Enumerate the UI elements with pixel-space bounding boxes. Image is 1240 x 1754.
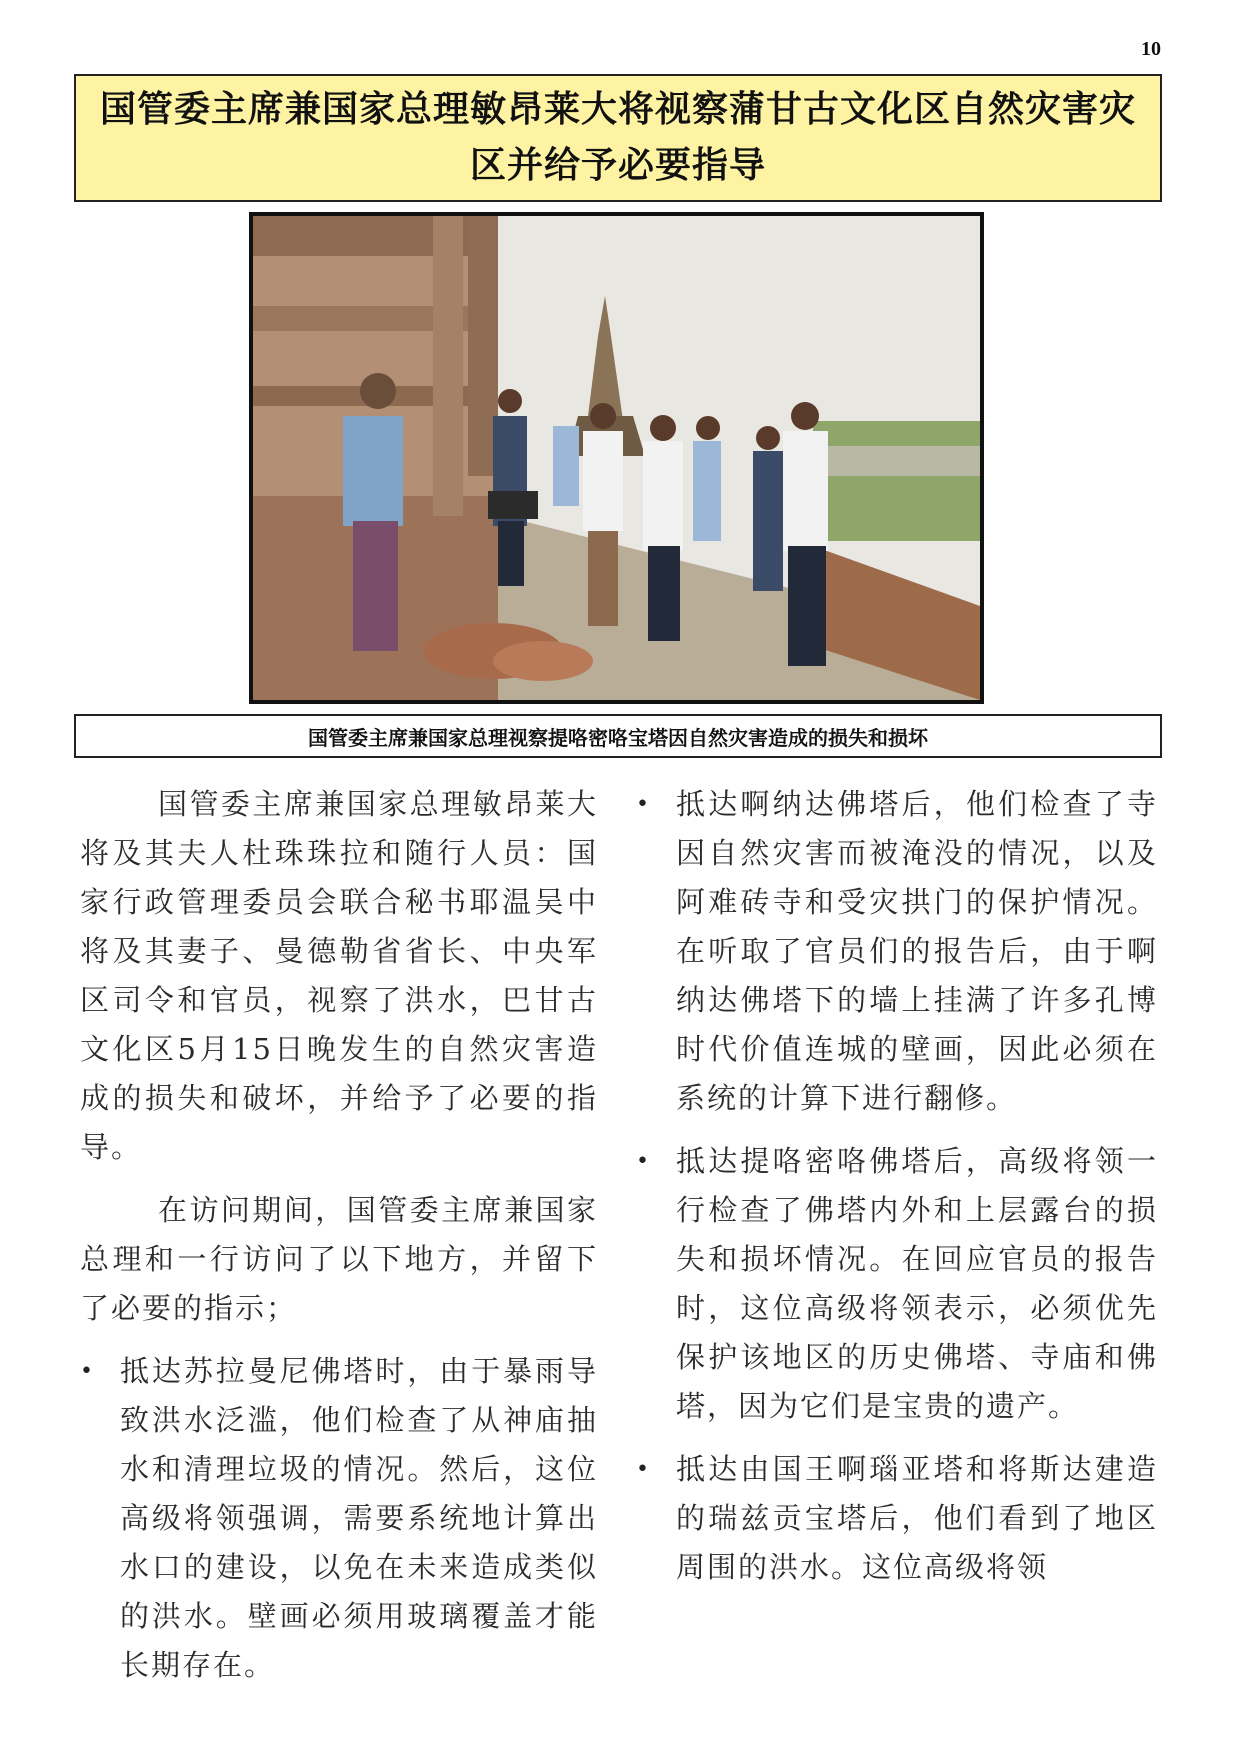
headline-box	[74, 74, 1162, 202]
headline: 国管委主席兼国家总理敏昂莱大将视察蒲甘古文化区自然灾害灾区并给予必要指导	[99, 89, 1136, 186]
page-number: 10	[1141, 38, 1161, 60]
bullet-icon: •	[636, 1149, 651, 1174]
bullet-text: 抵达啊纳达佛塔后，他们检查了寺因自然灾害而被淹没的情况，以及阿难砖寺和受灾拱门的保护情况。在听取了官员们的报告后，由于啊纳达佛塔下的墙上挂满了许多孔博时代价值连城的壁画，因此必须在系统的计算下进行翻修。	[676, 787, 1158, 1115]
bullet-item	[636, 1445, 1158, 1592]
bullet-text: 抵达由国王啊瑙亚塔和将斯达建造的瑞兹贡宝塔后，他们看到了地区周围的洪水。这位高级将领	[676, 1452, 1158, 1584]
bullet-item	[636, 780, 1158, 1123]
photo-caption-box	[74, 714, 1162, 758]
bullet-icon: •	[80, 1359, 95, 1384]
photo-caption: 国管委主席兼国家总理视察提咯密咯宝塔因自然灾害造成的损失和损坏	[308, 725, 928, 750]
bullet-item	[636, 1137, 1158, 1431]
bullet-text: 抵达提咯密咯佛塔后，高级将领一行检查了佛塔内外和上层露台的损失和损坏情况。在回应官员的报告时，这位高级将领表示，必须优先保护该地区的历史佛塔、寺庙和佛塔，因为它们是宝贵的遗产。	[676, 1144, 1158, 1423]
bullet-icon: •	[636, 792, 651, 817]
bullet-item	[80, 1347, 598, 1690]
bullet-text: 抵达苏拉曼尼佛塔时，由于暴雨导致洪水泛滥，他们检查了从神庙抽水和清理垃圾的情况。然后，这位高级将领强调，需要系统地计算出水口的建设，以免在未来造成类似的洪水。壁画必须用玻璃覆盖才能长期存在。	[120, 1354, 598, 1682]
photo-officials-inspecting-damaged-pagoda	[253, 216, 980, 700]
left-column	[80, 780, 598, 1704]
paragraph: 国管委主席兼国家总理敏昂莱大将及其夫人杜珠珠拉和随行人员：国家行政管理委员会联合秘书耶温吴中将及其妻子、曼德勒省省长、中央军区司令和官员，视察了洪水，巴甘古文化区5月15日晚发生的自然灾害造成的损失和破坏，并给予了必要的指导。	[80, 787, 598, 1164]
paragraph: 在访问期间，国管委主席兼国家总理和一行访问了以下地方，并留下了必要的指示；	[80, 1193, 598, 1325]
news-photo	[249, 212, 984, 704]
bullet-icon: •	[636, 1457, 651, 1482]
right-column	[636, 780, 1158, 1606]
